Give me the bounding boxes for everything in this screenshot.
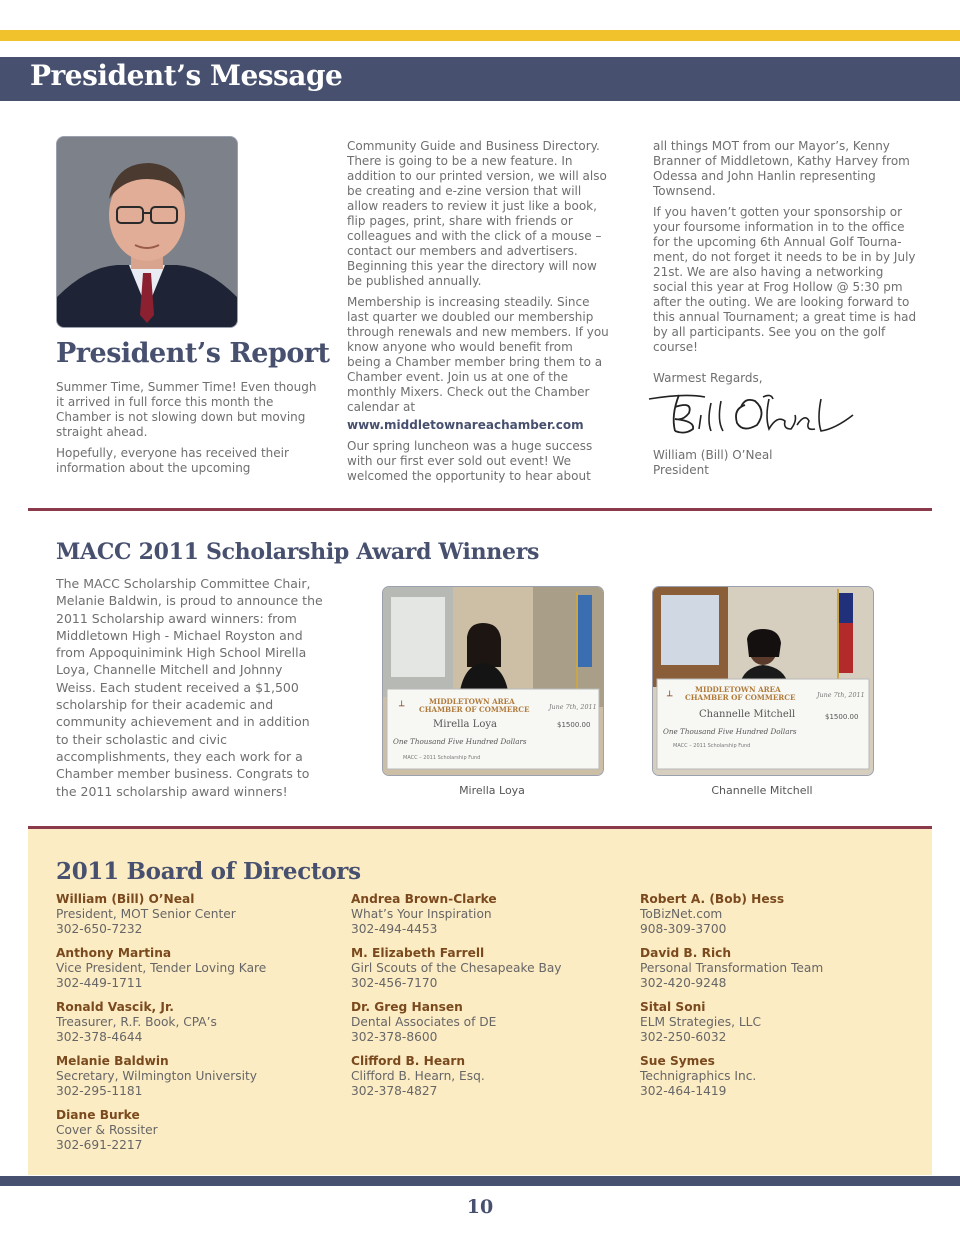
page-number: 10 [466,1196,494,1218]
board-title: 2011 Board of Directors [56,858,361,885]
check-amount: $1500.00 [825,713,859,721]
check-date: June 7th, 2011 [549,703,597,711]
director-name: Ronald Vascik, Jr. [56,1000,174,1014]
board-section [28,829,932,1175]
director-phone: 302-295-1181 [56,1084,143,1098]
signer-block [653,448,921,478]
scholarship-title: MACC 2011 Scholarship Award Winners [56,539,540,565]
director-name: Anthony Martina [56,946,172,960]
report-column-1 [56,380,318,482]
director-entry [351,1000,636,1045]
paragraph: Membership is increasing steadily. Since last quarter we doubled our membership through renewals and new members. If you know anyone who would benefit from being a Chamber member bring them to a Chamber event. Join us at one of the monthly Mixers. Check out the Chamber calendar at [347,295,609,414]
winner-photo-channelle [652,586,874,776]
director-entry [640,892,925,937]
director-name: David B. Rich [640,946,732,960]
scholarship-text: The MACC Scholarship Committee Chair, Melanie Baldwin, is proud to announce the 2011 Scholarship award winners: from Middletown High - Michael Royston and from Appoquinimink High School Mirella Loya, Channelle Mitchell and Johnny Weiss. Each student received a $1,500 scholarship for their academic and community achievement and in addition to their scholastic and civic accomplishments, they each work for a Chamber member business. Congrats to the 2011 scholarship award winners! [56,576,323,799]
director-entry [56,946,346,991]
director-phone: 302-449-1711 [56,976,143,990]
president-photo [56,136,238,328]
director-phone: 302-378-8600 [351,1030,438,1044]
director-role: Vice President, Tender Loving Kare [56,961,267,975]
paragraph: If you haven’t gotten your sponsorship or your foursome information in to the office for the upcoming 6th Annual Golf Tourna-ment, do not forget it needs to be in by July 21st. We are also having a networking social this year at Frog Hollow @ 5:30 pm after the outing. We are looking forward to this annual Tournament; a great time is had by all participants. See you on the golf course! [653,205,917,354]
closing: Warmest Regards, [653,371,763,385]
check-payee: Channelle Mitchell [699,709,796,720]
check-org-line2: CHAMBER OF COMMERCE [419,705,530,714]
director-role: ToBizNet.com [640,907,723,921]
director-phone: 302-378-4644 [56,1030,143,1044]
check-payee: Mirella Loya [433,719,497,730]
svg-text:┴: ┴ [667,692,673,702]
director-name: Melanie Baldwin [56,1054,169,1068]
report-title: President’s Report [56,338,330,369]
director-entry [640,1000,925,1045]
svg-text:┴: ┴ [399,702,405,712]
director-phone: 302-250-6032 [640,1030,727,1044]
director-entry [56,1000,346,1045]
check-org-line1: MIDDLETOWN AREA [695,685,781,694]
signer-name: William (Bill) O’Neal [653,448,773,462]
signer-title: President [653,463,709,477]
director-name: Dr. Greg Hansen [351,1000,463,1014]
paragraph: Our spring luncheon was a huge success with our first ever sold out event! We welcomed the opportunity to hear about [347,439,593,483]
director-entry [351,1054,636,1099]
director-phone: 302-420-9248 [640,976,727,990]
director-phone: 302-691-2217 [56,1138,143,1152]
director-phone: 302-456-7170 [351,976,438,990]
director-name: Robert A. (Bob) Hess [640,892,785,906]
director-role: Clifford B. Hearn, Esq. [351,1069,485,1083]
board-column-2 [351,892,636,1108]
director-name: Diane Burke [56,1108,140,1122]
director-entry [640,1054,925,1099]
director-name: William (Bill) O’Neal [56,892,195,906]
chamber-website-link[interactable]: www.middletownareachamber.com [347,418,584,432]
director-role: President, MOT Senior Center [56,907,236,921]
footer-bar [0,1176,960,1186]
paragraph: Hopefully, everyone has received their information about the upcoming [56,446,289,475]
director-name: Clifford B. Hearn [351,1054,466,1068]
board-column-1 [56,892,346,1162]
director-entry [351,946,636,991]
director-role: Technigraphics Inc. [640,1069,757,1083]
check-memo: MACC – 2011 Scholarship Fund [673,743,751,749]
page-header [0,57,960,101]
director-role: Cover & Rossiter [56,1123,158,1137]
director-entry [56,1108,346,1153]
paragraph: Summer Time, Summer Time! Even though it arrived in full force this month the Chamber is not slowing down but moving straight ahead. [56,380,317,439]
winner-caption: Mirella Loya [459,784,525,797]
report-column-2 [347,139,609,490]
top-accent-bar [0,30,960,41]
director-role: Dental Associates of DE [351,1015,497,1029]
director-entry [640,946,925,991]
director-name: Sital Soni [640,1000,706,1014]
director-role: Girl Scouts of the Chesapeake Bay [351,961,562,975]
winner-caption: Channelle Mitchell [711,784,813,797]
director-entry [56,892,346,937]
director-phone: 302-378-4827 [351,1084,438,1098]
director-phone: 302-650-7232 [56,922,143,936]
check-org-line2: CHAMBER OF COMMERCE [685,693,796,702]
check-amount-words: One Thousand Five Hundred Dollars [663,727,797,736]
check-org-line1: MIDDLETOWN AREA [429,697,515,706]
section-divider [28,508,932,511]
winner-photo-mirella [382,586,604,776]
director-role: Personal Transformation Team [640,961,824,975]
check-amount-words: One Thousand Five Hundred Dollars [393,737,527,746]
paragraph: Community Guide and Business Directory. There is going to be a new feature. In addition to our printed version, we will also be creating and e-zine version that will allow readers to review it just like a book, flip pages, print, share with friends or colleagues and with the click of a mouse – contact our members and advertisers. Beginning this year the directory will now be published annually. [347,139,607,288]
check-date: June 7th, 2011 [817,691,865,699]
director-phone: 302-494-4453 [351,922,438,936]
director-entry [351,892,636,937]
director-role: What’s Your Inspiration [351,907,492,921]
director-role: ELM Strategies, LLC [640,1015,761,1029]
director-role: Treasurer, R.F. Book, CPA’s [56,1015,217,1029]
director-phone: 908-309-3700 [640,922,727,936]
director-phone: 302-464-1419 [640,1084,727,1098]
director-name: M. Elizabeth Farrell [351,946,485,960]
paragraph: all things MOT from our Mayor’s, Kenny Branner of Middletown, Kathy Harvey from Odessa and John Hanlin representing Townsend. [653,139,910,198]
report-column-3 [653,139,921,392]
signature [645,385,865,440]
director-name: Sue Symes [640,1054,715,1068]
board-column-3 [640,892,925,1108]
director-role: Secretary, Wilmington University [56,1069,257,1083]
director-name: Andrea Brown-Clarke [351,892,497,906]
page-title: President’s Message [30,59,343,92]
check-memo: MACC – 2011 Scholarship Fund [403,755,481,761]
director-entry [56,1054,346,1099]
check-amount: $1500.00 [557,721,591,729]
